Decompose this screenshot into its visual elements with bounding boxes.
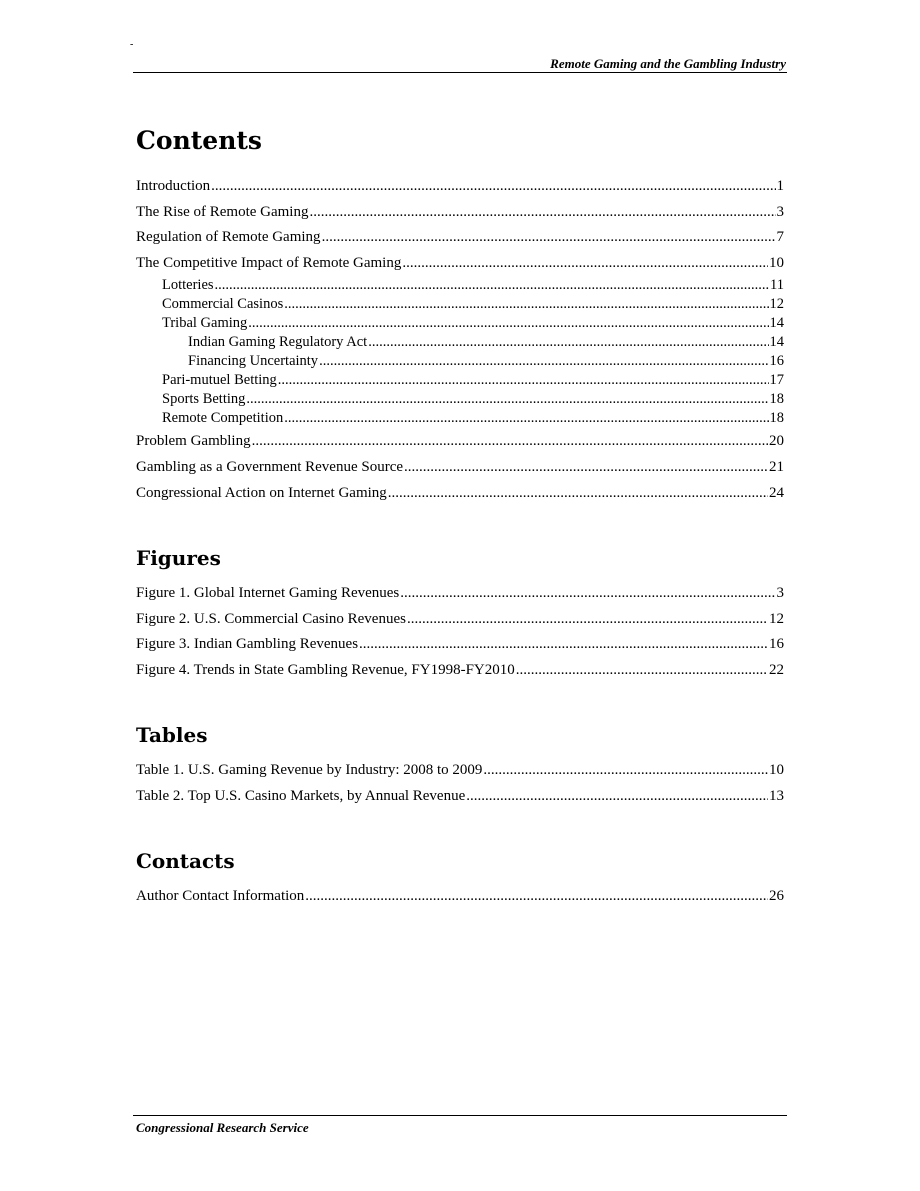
toc-entry-commercial-casinos[interactable] xyxy=(162,295,784,313)
figures-heading: Figures xyxy=(136,546,221,570)
header-rule xyxy=(133,72,787,73)
dot-leader xyxy=(483,761,768,779)
dot-leader xyxy=(516,661,768,679)
dot-leader xyxy=(211,177,775,195)
toc-entry-page: 20 xyxy=(769,433,784,449)
toc-entry-title: Sports Betting xyxy=(162,391,246,407)
toc-entry-title: Regulation of Remote Gaming xyxy=(136,229,321,245)
toc-entry-title: Figure 2. U.S. Commercial Casino Revenues xyxy=(136,611,406,627)
toc-entry-page: 14 xyxy=(769,315,784,331)
toc-entry-page: 22 xyxy=(769,662,784,678)
toc-entry-author-contact[interactable] xyxy=(136,887,784,905)
toc-entry-problem-gambling[interactable] xyxy=(136,432,784,450)
toc-entry-page: 18 xyxy=(769,391,784,407)
toc-entry-page: 7 xyxy=(776,229,784,245)
contacts-heading: Contacts xyxy=(136,849,235,873)
toc-entry-page: 3 xyxy=(776,204,784,220)
toc-entry-lotteries[interactable] xyxy=(162,276,784,294)
dot-leader xyxy=(322,228,776,246)
toc-entry-title: Table 1. U.S. Gaming Revenue by Industry: 2008 to 2009 xyxy=(136,762,483,778)
toc-entry-page: 26 xyxy=(769,888,784,904)
toc-entry-title: Commercial Casinos xyxy=(162,296,284,312)
toc-entry-page: 16 xyxy=(769,636,784,652)
dot-leader xyxy=(252,432,768,450)
toc-entry-page: 16 xyxy=(769,353,784,369)
footer-rule xyxy=(133,1115,787,1116)
toc-entry-title: The Rise of Remote Gaming xyxy=(136,204,309,220)
toc-entry-page: 18 xyxy=(769,410,784,426)
dot-leader xyxy=(248,314,768,332)
dot-leader xyxy=(368,333,768,351)
toc-entry-figure-2[interactable] xyxy=(136,610,784,628)
dot-leader xyxy=(400,584,775,602)
toc-entry-competitive-impact[interactable] xyxy=(136,254,784,272)
toc-entry-table-1[interactable] xyxy=(136,761,784,779)
toc-entry-title: Figure 4. Trends in State Gambling Revenue, FY1998-FY2010 xyxy=(136,662,515,678)
toc-entry-congressional-action[interactable] xyxy=(136,484,784,502)
dot-leader xyxy=(388,484,768,502)
dot-leader xyxy=(466,787,768,805)
toc-entry-figure-4[interactable] xyxy=(136,661,784,679)
toc-entry-title: Tribal Gaming xyxy=(162,315,248,331)
running-header: Remote Gaming and the Gambling Industry xyxy=(550,56,786,71)
toc-entry-tribal-gaming[interactable] xyxy=(162,314,784,332)
dot-leader xyxy=(319,352,768,370)
toc-entry-title: Pari-mutuel Betting xyxy=(162,372,277,388)
tables-heading: Tables xyxy=(136,723,208,747)
toc-entry-page: 3 xyxy=(776,585,784,601)
toc-entry-page: 10 xyxy=(769,255,784,271)
toc-entry-title: Introduction xyxy=(136,178,211,194)
dot-leader xyxy=(359,635,768,653)
dot-leader xyxy=(284,409,768,427)
running-footer: Congressional Research Service xyxy=(136,1120,309,1135)
toc-entry-financing-uncertainty[interactable] xyxy=(188,352,784,370)
contents-heading: Contents xyxy=(136,126,263,155)
toc-entry-title: Table 2. Top U.S. Casino Markets, by Annual Revenue xyxy=(136,788,466,804)
toc-entry-page: 24 xyxy=(769,485,784,501)
stray-mark: - xyxy=(130,39,134,50)
toc-entry-page: 11 xyxy=(770,277,784,293)
toc-entry-title: Financing Uncertainty xyxy=(188,353,319,369)
toc-entry-figure-3[interactable] xyxy=(136,635,784,653)
toc-entry-government-revenue[interactable] xyxy=(136,458,784,476)
toc-entry-page: 14 xyxy=(769,334,784,350)
dot-leader xyxy=(284,295,768,313)
toc-entry-page: 12 xyxy=(769,611,784,627)
toc-entry-title: Congressional Action on Internet Gaming xyxy=(136,485,387,501)
toc-entry-page: 13 xyxy=(769,788,784,804)
toc-entry-title: Lotteries xyxy=(162,277,214,293)
toc-entry-igra[interactable] xyxy=(188,333,784,351)
toc-entry-rise-of-remote-gaming[interactable] xyxy=(136,203,784,221)
toc-entry-title: Figure 3. Indian Gambling Revenues xyxy=(136,636,359,652)
toc-entry-title: The Competitive Impact of Remote Gaming xyxy=(136,255,402,271)
toc-entry-page: 21 xyxy=(769,459,784,475)
toc-entry-page: 12 xyxy=(769,296,784,312)
dot-leader xyxy=(215,276,769,294)
dot-leader xyxy=(402,254,768,272)
dot-leader xyxy=(309,203,775,221)
toc-entry-page: 10 xyxy=(769,762,784,778)
toc-entry-regulation[interactable] xyxy=(136,228,784,246)
dot-leader xyxy=(246,390,768,408)
toc-entry-pari-mutuel[interactable] xyxy=(162,371,784,389)
dot-leader xyxy=(278,371,769,389)
toc-entry-figure-1[interactable] xyxy=(136,584,784,602)
toc-entry-sports-betting[interactable] xyxy=(162,390,784,408)
toc-entry-title: Author Contact Information xyxy=(136,888,305,904)
toc-entry-title: Gambling as a Government Revenue Source xyxy=(136,459,404,475)
toc-entry-remote-competition[interactable] xyxy=(162,409,784,427)
toc-entry-page: 1 xyxy=(776,178,784,194)
dot-leader xyxy=(404,458,768,476)
toc-entry-page: 17 xyxy=(769,372,784,388)
dot-leader xyxy=(407,610,768,628)
toc-entry-title: Indian Gaming Regulatory Act xyxy=(188,334,368,350)
toc-entry-introduction[interactable] xyxy=(136,177,784,195)
toc-entry-title: Remote Competition xyxy=(162,410,284,426)
toc-entry-title: Problem Gambling xyxy=(136,433,251,449)
toc-entry-title: Figure 1. Global Internet Gaming Revenues xyxy=(136,585,400,601)
toc-entry-table-2[interactable] xyxy=(136,787,784,805)
dot-leader xyxy=(305,887,768,905)
